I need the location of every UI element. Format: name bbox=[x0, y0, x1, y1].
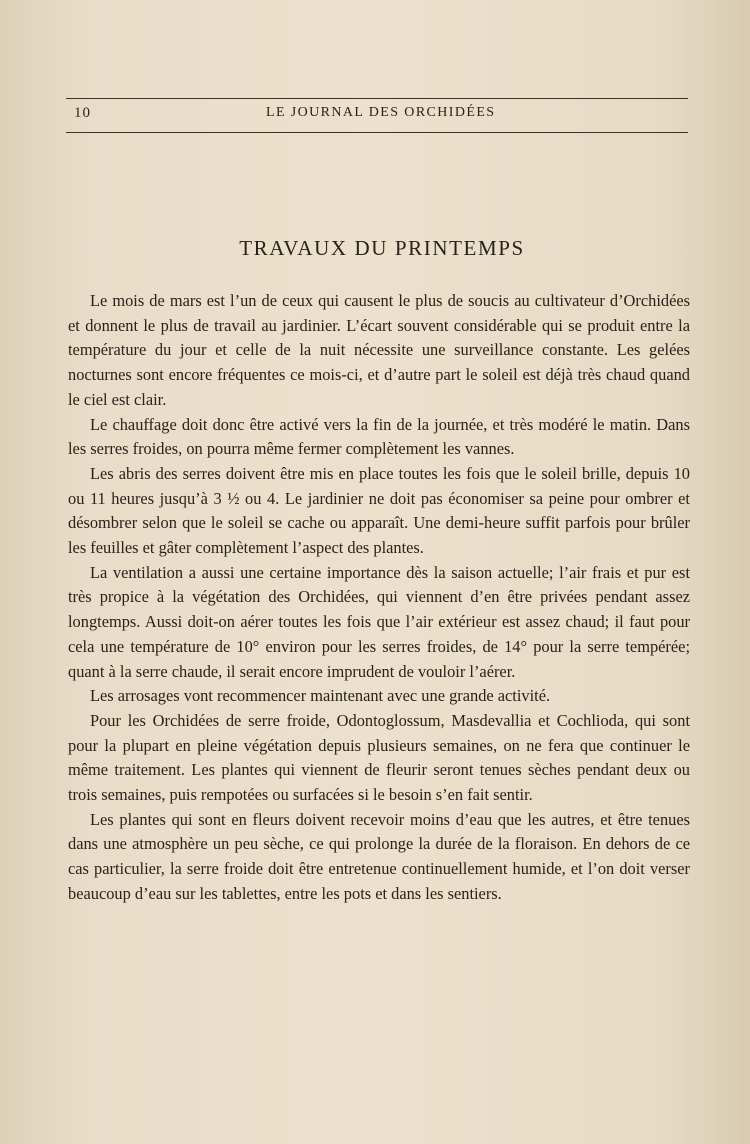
paragraph-7: Les plantes qui sont en fleurs doivent recevoir moins d’eau que les autres, et être tenues dans une atmosphère un peu sèche, ce qui prolonge la durée de la floraison. En dehors de ce cas particulier, la serre froide doit être entretenue continuellement humide, et l’on doit verser beaucoup d’eau sur les tablettes, entre les pots et dans les sentiers. bbox=[68, 809, 690, 903]
paragraph-5: Les arrosages vont recommencer maintenant avec une grande activité. bbox=[90, 686, 551, 706]
paragraph-6: Pour les Orchidées de serre froide, Odontoglossum, Masdevallia et Cochlioda, qui sont pour la plupart en pleine végétation depuis plusieurs semaines, on ne fera que continuer le même traitement. Les plantes qui viennent de fleurir seront tenues sèches pendant deux ou trois semaines, puis rempotées ou surfacées si le besoin s’en fait sentir. bbox=[68, 710, 690, 805]
paragraph-2: Le chauffage doit donc être activé vers la fin de la journée, et très modéré le matin. Dans les serres froides, on pourra même fermer complètement les vannes. bbox=[68, 414, 690, 459]
header-rule-bottom bbox=[66, 132, 688, 133]
running-title: LE JOURNAL DES ORCHIDÉES bbox=[266, 105, 496, 120]
paragraph-3: Les abris des serres doivent être mis en place toutes les fois que le soleil brille, depuis 10 ou 11 heures jusqu’à 3 ½ ou 4. Le jardinier ne doit pas économiser sa peine pour ombrer et désombrer selon que le soleil se cache ou apparaît. Une demi-heure suffit parfois pour brûler les feuilles et gâter complètement l’aspect des plantes. bbox=[68, 463, 690, 558]
article-body bbox=[68, 289, 690, 907]
paragraph-4: La ventilation a aussi une certaine importance dès la saison actuelle; l’air frais et pur est très propice à la végétation des Orchidées, qui viennent d’en être privées pendant assez longtemps. Aussi doit-on aérer toutes les fois que l’air extérieur est assez chaud; il faut pour cela une température de 10° environ pour les serres froides, de 14° pour la serre tempérée; quant à la serre chaude, il serait encore imprudent de vouloir l’aérer. bbox=[68, 562, 690, 681]
page-number: 10 bbox=[74, 105, 91, 121]
paragraph-1: Le mois de mars est l’un de ceux qui causent le plus de soucis au cultivateur d’Orchidées et donnent le plus de travail au jardinier. L’écart souvent considérable qui se produit entre la température du jour et celle de la nuit nécessite une surveillance constante. Les gelées nocturnes sont encore fréquentes ce mois-ci, et d’autre part le soleil est déjà très chaud quand le ciel est clair. bbox=[68, 291, 690, 409]
header-rule-top bbox=[66, 98, 688, 99]
article-title: TRAVAUX DU PRINTEMPS bbox=[239, 236, 525, 260]
